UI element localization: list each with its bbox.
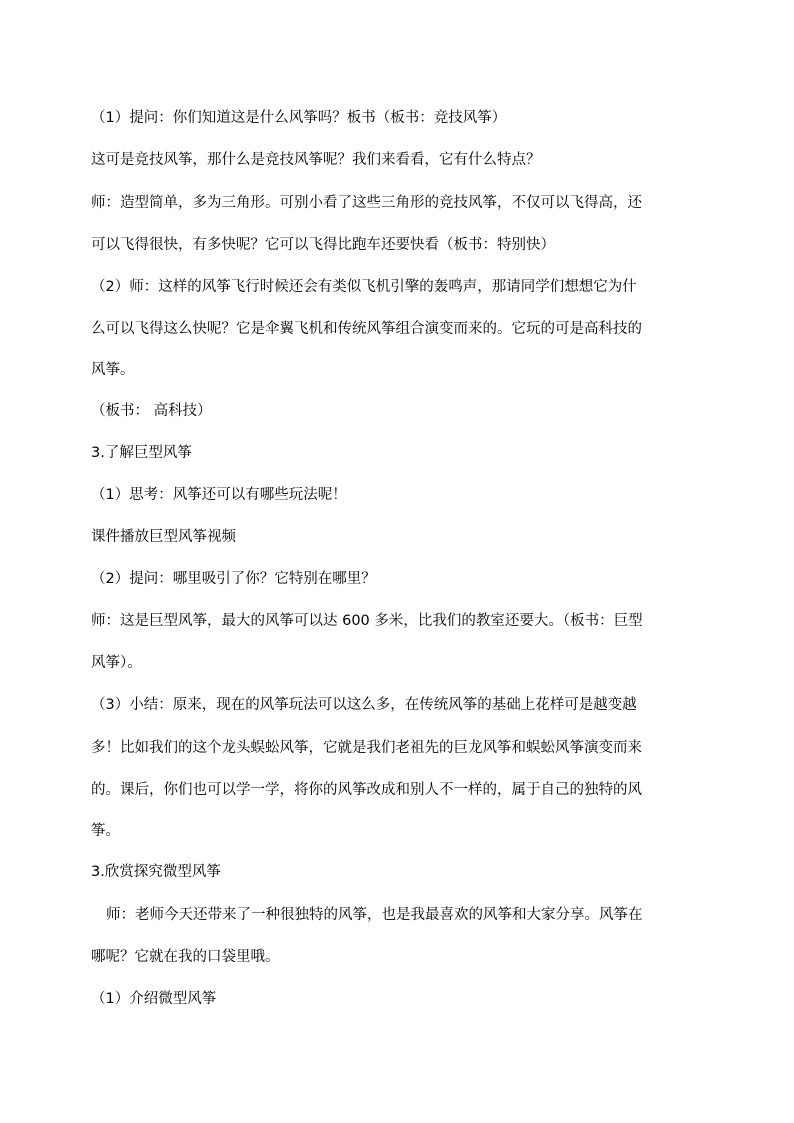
text-line: 风筝。 [91,362,135,378]
text-line-question-2: （2）提问：哪里吸引了你？它特别在哪里？ [91,571,376,587]
text-line-question-2: （2）师：这样的风筝飞行时候还会有类似飞机引擎的轰鸣声，那请同学们想想它为什 [91,279,637,295]
section-heading: 3.欣赏探究微型风筝 [91,864,221,880]
text-line: 课件播放巨型风筝视频 [91,529,236,545]
text-line: 可以飞得很快，有多快呢？它可以飞得比跑车还要快看（板书：特别快） [91,237,555,253]
text-line-board-note: （板书： 高科技） [91,403,212,419]
text-line: 风筝）。 [91,655,142,671]
text-line: 么可以飞得这么快呢？它是伞翼飞机和传统风筝组合演变而来的。它玩的可是高科技的 [91,321,642,337]
text-line: 多！比如我们的这个龙头蜈蚣风筝，它就是我们老祖先的巨龙风筝和蜈蚣风筝演变而来 [91,740,642,756]
text-line: 师：造型简单，多为三角形。可别小看了这些三角形的竞技风筝，不仅可以飞得高，还 [91,195,642,211]
text-line-question-1: （1）思考：风筝还可以有哪些玩法呢！ [91,487,347,503]
text-line: 师：老师今天还带来了一种很独特的风筝，也是我最喜欢的风筝和大家分享。风筝在 [106,907,643,923]
text-line: 师：这是巨型风筝，最大的风筝可以达 600 多米，比我们的教室还要大。（板书：巨型 [91,613,643,629]
section-heading: 3.了解巨型风筝 [91,445,192,461]
text-line-question-1: （1）介绍微型风筝 [91,991,217,1007]
text-line: 筝。 [91,823,120,839]
text-line: 这可是竞技风筝，那什么是竞技风筝呢？我们来看看，它有什么特点？ [91,152,541,168]
text-line: 的。课后，你们也可以学一学，将你的风筝改成和别人不一样的，属于自己的独特的风 [91,782,642,798]
text-line-question-3: （3）小结：原来，现在的风筝玩法可以这么多，在传统风筝的基础上花样可是越变越 [91,697,637,713]
text-line-question-1: （1）提问：你们知道这是什么风筝吗？板书（板书：竞技风筝） [91,110,507,126]
text-line: 哪呢？它就在我的口袋里哦。 [91,949,280,965]
